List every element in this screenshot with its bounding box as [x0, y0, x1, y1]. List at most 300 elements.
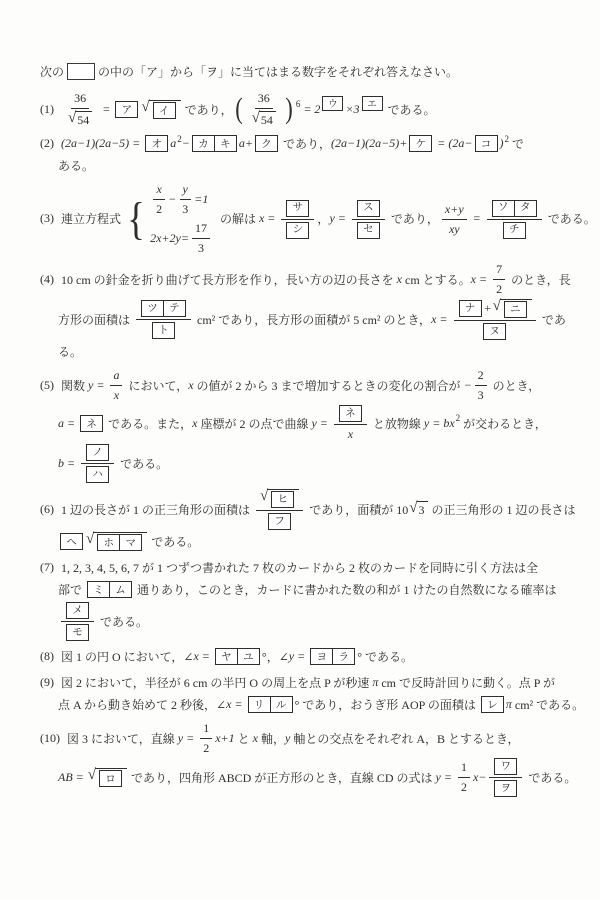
text: であり，: [280, 137, 332, 151]
sqrt-radical: [141, 100, 180, 119]
fraction: [352, 199, 385, 239]
text: と: [234, 731, 253, 746]
radical-icon: √: [251, 110, 260, 126]
answer-cell-ミ: ミ: [93, 585, 104, 596]
problem-8: [40, 646, 586, 667]
answer-box-チ: チ: [503, 222, 526, 239]
radicand: [417, 501, 428, 518]
problem-number: (5): [40, 377, 54, 392]
problem-line: [40, 443, 586, 483]
radicand: [149, 100, 181, 119]
radical-icon: √: [68, 110, 77, 126]
problem-list: [40, 90, 596, 797]
text: cm とする。: [402, 272, 471, 287]
text: 54: [77, 113, 90, 127]
answer-box-ヌ: ヌ: [483, 323, 506, 340]
text: が交わるとき，: [460, 416, 547, 431]
instruction-line: [40, 61, 586, 82]
numerator: [442, 201, 467, 220]
fraction: [192, 220, 210, 256]
text: 通りあり，このとき，カードに書かれた数の和が 1 けたの自然数になる確率は: [134, 583, 557, 597]
text: ° であり，おうぎ形 AOP の面積は: [294, 698, 479, 712]
denominator: [345, 425, 356, 442]
problem-number: (9): [40, 675, 54, 689]
text: 1: [203, 721, 210, 735]
answer-box-ト: ト: [152, 322, 175, 339]
fraction: [454, 298, 536, 340]
answer-box-ハ: ハ: [86, 466, 109, 483]
math-text: AB =: [58, 769, 87, 784]
math-text: (2a−1)(2a−5)+: [331, 136, 408, 150]
numerator: [454, 298, 536, 321]
fraction: [61, 601, 94, 641]
numerator: [153, 181, 164, 200]
text: の正三角形の 1 辺の長さは: [428, 502, 576, 517]
problem-7: [40, 557, 586, 641]
answer-box-ヲ: ヲ: [494, 780, 517, 797]
text: 1 辺の長さが 1 の正三角形の面積は: [61, 502, 254, 517]
problem-number: (4): [40, 271, 54, 286]
answer-cell-ル: ル: [270, 697, 292, 712]
sqrt-radical: [409, 501, 427, 518]
radicand: [95, 768, 127, 787]
math-text: +: [483, 301, 492, 315]
text: 軸との交点をそれぞれ A，B とするとき，: [290, 731, 520, 746]
answer-box-ロ: ロ: [99, 770, 122, 787]
math-text: x: [188, 377, 194, 392]
answer-cell-ホ: ホ: [103, 538, 114, 549]
numerator: [334, 404, 367, 425]
text: である。: [148, 535, 200, 549]
math-text: y = bx: [423, 415, 455, 430]
text: 2: [477, 368, 484, 382]
problem-line: [40, 90, 586, 128]
fraction: [281, 199, 314, 239]
close-paren-icon: ): [285, 92, 293, 125]
numerator: [489, 757, 522, 778]
problem-line: [40, 757, 586, 797]
denominator: [195, 239, 207, 256]
text: 図 3 において，直線: [67, 731, 178, 746]
text: 方形の面積は: [58, 312, 134, 327]
problem-line: [40, 298, 586, 340]
fraction: [458, 759, 470, 795]
text: のとき，長: [508, 272, 571, 287]
fraction: [248, 90, 280, 128]
answer-box-ノ: ノ: [86, 444, 109, 461]
text: 軸，: [257, 731, 285, 746]
answer-box-ネ: ネ: [339, 405, 362, 422]
denominator: [263, 511, 296, 530]
empty-answer-box: [67, 63, 95, 80]
text: 2: [203, 741, 210, 755]
numerator: [136, 299, 191, 320]
paren-group: [233, 90, 301, 128]
fraction: [475, 367, 487, 403]
superscript: [320, 96, 345, 111]
answer-box-ヒ: ヒ: [271, 491, 294, 508]
text: であり，: [181, 102, 233, 117]
equation-system: [125, 181, 213, 256]
fraction: [64, 90, 96, 128]
problem-line: [40, 181, 596, 256]
denominator: [111, 386, 122, 403]
text: 図 1 の円 O において，∠: [61, 650, 194, 664]
answer-box-サ: サ: [286, 200, 309, 217]
problem-9: [40, 672, 586, 715]
text: である。: [117, 456, 169, 471]
answer-box-ヤユ: [215, 648, 260, 665]
answer-box-イ: イ: [153, 102, 176, 119]
superscript: [360, 96, 385, 111]
text: である。また，: [105, 416, 193, 431]
text: 1: [460, 760, 467, 774]
sqrt-radical: [493, 299, 532, 318]
problem-line: [40, 646, 586, 667]
text: 54: [260, 113, 273, 127]
denominator: [153, 200, 165, 217]
math-text: ×3: [345, 101, 360, 116]
math-text: x+1: [215, 730, 235, 745]
text: °，∠: [261, 650, 289, 664]
problem-line: [40, 404, 586, 442]
fraction: [179, 181, 191, 217]
fraction: [493, 261, 505, 297]
problem-line: [40, 488, 586, 530]
text: であり，面積が 10: [306, 502, 409, 517]
denominator: [200, 739, 212, 756]
radical-icon: √: [87, 766, 96, 783]
answer-cell-ツ: ツ: [147, 302, 158, 314]
numerator: [493, 261, 505, 280]
denominator: [81, 464, 114, 483]
problem-3: [40, 181, 596, 256]
answer-cell-ヨ: ヨ: [316, 652, 327, 663]
fraction: [200, 720, 212, 756]
math-text: =1: [194, 191, 209, 206]
text: 10 cm の針金を折り曲げて長方形を作り，長い方の辺の長さを: [61, 272, 397, 287]
numerator: [487, 199, 542, 220]
denominator: [493, 280, 505, 297]
text: 17: [194, 221, 207, 235]
text: 点 A から動き始めて 2 秒後，∠: [58, 698, 227, 712]
denominator: [147, 320, 180, 339]
superscript: 2: [504, 133, 509, 144]
text: 関数: [61, 378, 89, 393]
problem-number: (7): [40, 560, 54, 574]
sqrt-radical: [88, 768, 127, 787]
radicand: [75, 111, 92, 128]
answer-box-ソタ: [492, 200, 537, 217]
math-text: y =: [177, 730, 198, 745]
answer-box-ニ: ニ: [504, 301, 527, 318]
equation-column: [150, 181, 213, 256]
equation-row: [150, 181, 213, 217]
numerator: [192, 220, 210, 239]
denominator: [489, 778, 522, 797]
radicand: [93, 532, 147, 551]
answer-cell-キ: キ: [214, 136, 236, 151]
answer-box-ホマ: [97, 534, 142, 551]
answer-box-ネ: ネ: [80, 415, 103, 432]
text: と放物線: [369, 416, 424, 431]
answer-cell-ラ: ラ: [332, 649, 354, 664]
fraction: [81, 443, 114, 483]
answer-box-フ: フ: [268, 513, 291, 530]
superscript: 2: [177, 133, 182, 144]
math-text: y: [285, 730, 291, 745]
sqrt-radical: [68, 111, 92, 128]
problem-line: [40, 601, 586, 641]
math-text: π: [505, 697, 512, 711]
answer-box-ナ: ナ: [459, 300, 482, 317]
math-text: x =: [258, 211, 279, 225]
answer-box-ワ: ワ: [494, 758, 517, 775]
answer-box-ヘ: ヘ: [60, 533, 83, 550]
denominator: [64, 109, 96, 128]
math-text: b =: [58, 455, 79, 470]
math-text: y =: [288, 649, 309, 663]
fraction: [489, 757, 522, 797]
text: 連立方程式: [61, 212, 122, 226]
fraction: [442, 201, 467, 237]
text: 3: [182, 202, 189, 216]
answer-cell-ム: ム: [109, 582, 131, 597]
numerator: [71, 90, 89, 109]
text: 2: [156, 202, 163, 216]
text: る。: [58, 345, 83, 359]
text: 2: [460, 780, 467, 794]
math-text: x: [156, 182, 162, 196]
problem-line: [40, 531, 586, 552]
answer-box-コ: コ: [475, 135, 498, 152]
answer-cell-マ: マ: [119, 535, 141, 550]
math-text: −: [181, 136, 190, 150]
math-text: a =: [58, 415, 79, 430]
text: 図 2 において，半径が 6 cm の半円 O の周上を点 P が秒速: [61, 676, 373, 690]
answer-cell-タ: タ: [514, 201, 536, 216]
answer-box-オ: オ: [145, 135, 168, 152]
math-text: x: [252, 730, 258, 745]
fraction: [334, 404, 367, 442]
text: のとき，: [489, 378, 541, 393]
denominator: [498, 220, 531, 239]
math-text: π: [372, 675, 379, 689]
text: 7: [496, 262, 503, 276]
problem-1: [40, 90, 586, 128]
denominator: [446, 220, 463, 237]
text: である。: [544, 212, 596, 226]
answer-box-シ: シ: [286, 222, 309, 239]
text: であり，四角形 ABCD が正方形のとき，直線 CD の式は: [128, 770, 436, 785]
answer-cell-リ: リ: [253, 700, 265, 711]
problem-line: [40, 557, 586, 578]
math-text: = (2a−: [434, 136, 473, 150]
math-text: (2a−1)(2a−5) =: [61, 136, 144, 150]
math-text: = 2: [300, 101, 321, 116]
denominator: [61, 622, 94, 641]
math-text: x =: [226, 697, 246, 711]
text: ° である。: [357, 650, 414, 664]
text: である。: [384, 102, 436, 117]
answer-box-ク: ク: [255, 135, 278, 152]
denominator: [475, 386, 487, 403]
problem-line: [40, 133, 586, 154]
text: 2: [496, 282, 503, 296]
answer-box-ケ: ケ: [409, 135, 432, 152]
problem-line: [40, 261, 586, 297]
fraction: [110, 367, 122, 403]
equation-row: [150, 220, 213, 256]
math-text: x =: [193, 649, 213, 663]
text: 36: [74, 91, 87, 105]
problem-4: [40, 261, 586, 362]
denominator: [248, 109, 280, 128]
radical-icon: √: [492, 298, 501, 314]
text: ，: [317, 212, 330, 226]
text: 次の: [40, 65, 65, 79]
text: であり，: [387, 212, 439, 226]
problem-line: [40, 341, 586, 362]
math-text: x: [396, 271, 402, 286]
text: 3: [197, 241, 204, 255]
text: cm² である。: [511, 698, 585, 712]
radicand: [259, 111, 276, 128]
problem-number: (8): [40, 649, 54, 663]
problem-line: [40, 367, 586, 403]
text: である。: [97, 614, 149, 629]
denominator: [478, 321, 511, 340]
fraction: [487, 199, 542, 239]
text: の解は: [216, 212, 259, 226]
answer-cell-カ: カ: [198, 139, 209, 150]
answer-box-ア: ア: [115, 101, 138, 118]
denominator: [458, 778, 470, 795]
text: の値が 2 から 3 まで増加するときの変化の割合が: [193, 378, 464, 393]
numerator: [110, 367, 122, 386]
answer-box-カキ: [192, 135, 237, 152]
problem-10: [40, 720, 586, 797]
problem-line: [40, 694, 586, 715]
superscript: 2: [455, 413, 461, 423]
math-text: a: [113, 368, 120, 382]
radical-icon: √: [141, 98, 150, 115]
problem-number: (2): [40, 136, 54, 150]
radicand: [267, 489, 299, 508]
answer-box-レ: レ: [481, 696, 504, 713]
problem-number: (10): [40, 730, 60, 745]
math-text: a+: [238, 136, 253, 150]
numerator: [281, 199, 314, 220]
sqrt-radical: [86, 532, 147, 551]
problem-number: (6): [40, 501, 54, 516]
math-text: y =: [311, 415, 331, 430]
problem-number: (1): [40, 101, 54, 116]
math-text: =: [99, 101, 114, 116]
fraction: [136, 299, 191, 339]
numerator: [256, 488, 303, 511]
text: 3: [477, 388, 484, 402]
text: 3: [418, 502, 425, 517]
math-text: −: [463, 377, 472, 392]
text: cm で反時計回りに動く。点 P が: [378, 676, 555, 690]
numerator: [352, 199, 385, 220]
numerator: [180, 181, 191, 200]
open-paren-icon: (: [234, 92, 243, 125]
problem-line: [40, 155, 586, 176]
denominator: [281, 220, 314, 239]
answer-box-ス: ス: [357, 200, 380, 217]
answer-box-モ: モ: [66, 624, 89, 641]
brace-icon: {: [127, 192, 145, 244]
math-text: x−: [472, 769, 487, 784]
numerator: [255, 90, 273, 109]
answer-box-ウ: ウ: [322, 96, 343, 111]
math-text: x: [347, 427, 354, 441]
answer-box-リル: [248, 696, 293, 713]
text: ある。: [58, 159, 95, 173]
answer-cell-ユ: ユ: [237, 649, 259, 664]
numerator: [200, 720, 212, 739]
answer-box-メ: メ: [66, 602, 89, 619]
problem-line: [40, 672, 586, 693]
answer-cell-ヤ: ヤ: [221, 652, 232, 663]
text: において，: [125, 378, 189, 393]
numerator: [81, 443, 114, 464]
text: 36: [257, 91, 270, 105]
sqrt-radical: [260, 489, 299, 508]
fraction: [256, 488, 303, 530]
text: cm² であり，長方形の面積が 5 cm² のとき，: [194, 312, 432, 327]
math-text: x: [192, 415, 198, 430]
answer-box-エ: エ: [362, 96, 383, 111]
radical-icon: √: [260, 488, 269, 504]
problem-5: [40, 367, 586, 483]
answer-cell-ソ: ソ: [498, 202, 509, 214]
radicand: [500, 299, 532, 318]
problem-6: [40, 488, 586, 552]
text: 1, 2, 3, 4, 5, 6, 7 が 1 つずつ書かれた 7 枚のカードから 2 枚のカードを同時に引く方法は全: [61, 561, 539, 575]
math-text: y: [182, 182, 188, 196]
problem-number: (3): [40, 211, 54, 225]
math-text: x =: [431, 311, 451, 326]
text: の中の「ア」から「ヲ」に当てはまる数字をそれぞれ答えなさい。: [98, 65, 459, 79]
denominator: [352, 220, 385, 239]
math-text: xy: [448, 221, 460, 236]
radical-icon: √: [86, 531, 95, 547]
numerator: [61, 601, 94, 622]
math-text: y =: [435, 769, 455, 784]
answer-box-ミム: [87, 581, 132, 598]
math-text: y =: [88, 377, 108, 392]
math-text: x =: [470, 271, 491, 286]
math-text: −: [168, 191, 177, 206]
text: 座標が 2 の点で曲線: [197, 416, 312, 431]
math-text: x+y: [444, 201, 464, 216]
answer-box-セ: セ: [357, 222, 380, 239]
math-text: 2x+2y=: [150, 230, 189, 245]
answer-box-ヨラ: [310, 648, 355, 665]
problem-2: [40, 133, 586, 176]
math-text: x: [113, 388, 120, 402]
text: で: [509, 137, 525, 151]
numerator: [475, 367, 487, 386]
text: 部で: [58, 583, 86, 597]
math-text: =: [469, 211, 484, 225]
sqrt-radical: [252, 111, 276, 128]
radical-icon: √: [409, 499, 418, 516]
problem-line: [40, 720, 586, 756]
